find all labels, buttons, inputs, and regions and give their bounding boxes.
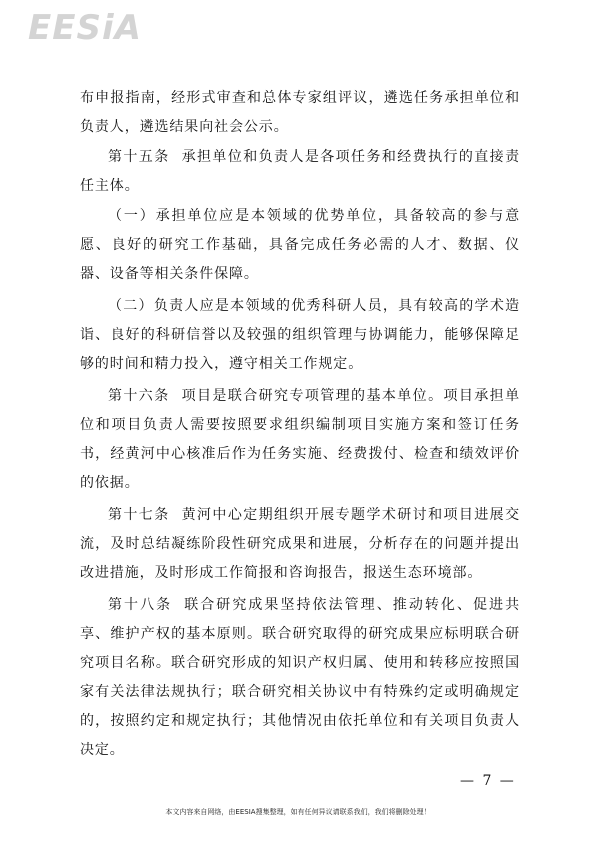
article-16-body: 项目是联合研究专项管理的基本单位。项目承担单位和项目负责人需要按照要求组织编制项目实施方案和签订任务书，经黄河中心核准后作为任务实施、经费拨付、检查和绩效评价的依据。: [80, 388, 520, 491]
article-17-body: 黄河中心定期组织开展专题学术研讨和项目进展交流，及时总结凝练阶段性研究成果和进展，分析存在的问题并提出改进措施，及时形成工作简报和咨询报告，报送生态环境部。: [80, 507, 520, 581]
clause-1-paragraph: （一）承担单位应是本领域的优势单位，具备较高的参与意愿、良好的研究工作基础，具备完成任务必需的人才、数据、仪器、设备等相关条件保障。: [80, 208, 520, 282]
article-18-paragraph: [80, 591, 520, 765]
article-18-number: 第十八条: [108, 597, 173, 613]
footer-notice: 本文内容来自网络，由EESIA搜集整理，如有任何异议请联系我们，我们将删除处理！: [165, 808, 431, 816]
article-17-paragraph: [80, 501, 520, 588]
article-15-body: 承担单位和负责人是各项任务和经费执行的直接责任主体。: [80, 149, 520, 194]
article-15-number: 第十五条: [108, 149, 170, 165]
article-16-paragraph: [80, 382, 520, 498]
article-16-number: 第十六条: [108, 388, 170, 404]
article-17-number: 第十七条: [108, 507, 170, 523]
eesia-logo: EESiA: [28, 8, 142, 48]
article-18-body: 联合研究成果坚持依法管理、推动转化、促进共享、维护产权的基本原则。联合研究取得的研究成果应标明联合研究项目名称。联合研究形成的知识产权归属、使用和转移应按照国家有关法律法规执行；联合研究相关协议中有特殊约定或明确规定的，按照约定和规定执行；其他情况由依托单位和有关项目负责人决定。: [80, 597, 520, 758]
page-number: — 7 —: [460, 773, 516, 789]
article-15-paragraph: [80, 143, 520, 201]
clause-2-paragraph: （二）负责人应是本领域的优秀科研人员，具有较高的学术造诣、良好的科研信誉以及较强的组织管理与协调能力，能够保障足够的时间和精力投入，遵守相关工作规定。: [80, 298, 520, 372]
paragraph-continuation: 布申报指南，经形式审查和总体专家组评议，遴选任务承担单位和负责人，遴选结果向社会公示。: [80, 90, 520, 135]
